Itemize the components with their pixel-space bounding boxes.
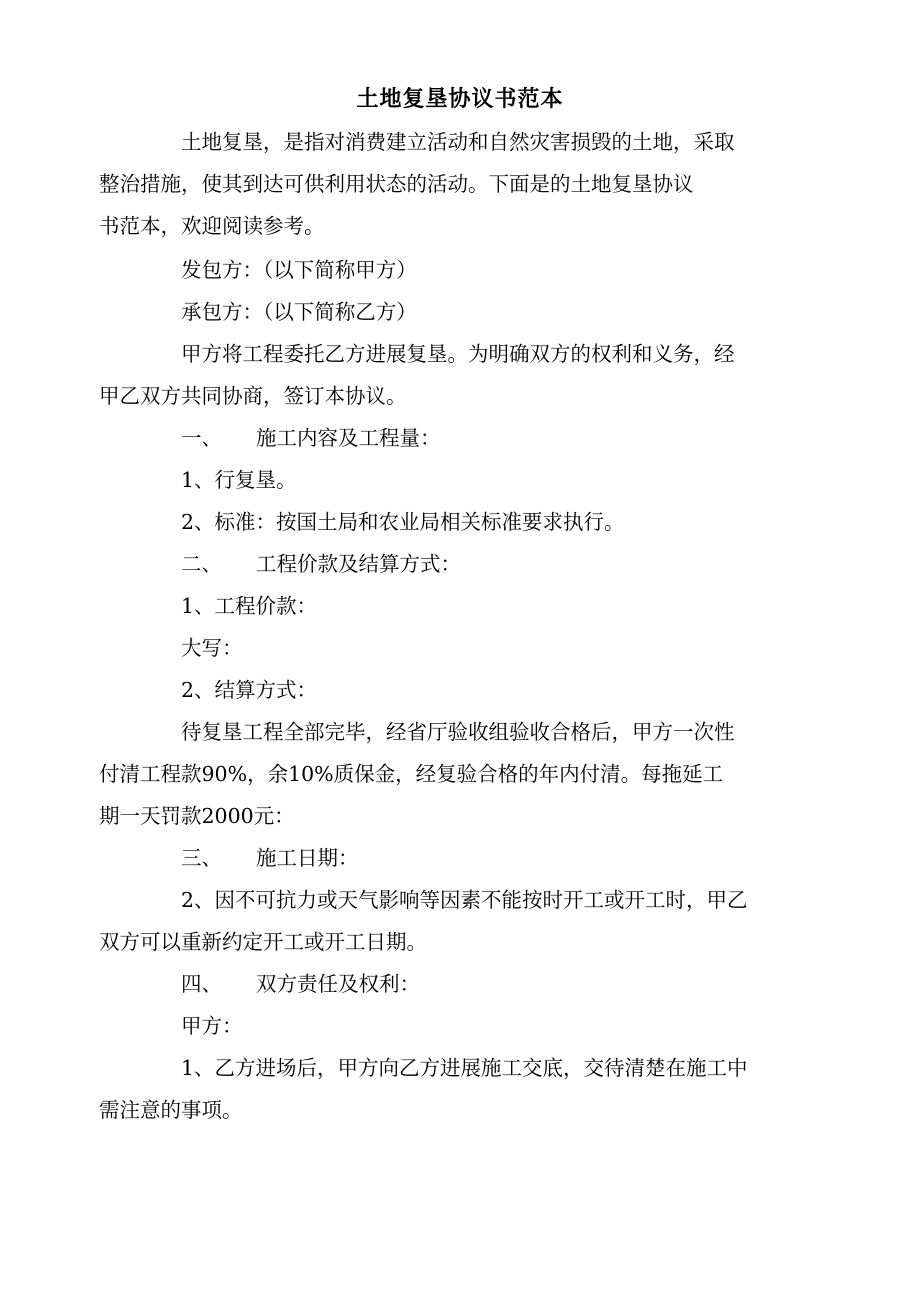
section-3-item-2-line-2: 双方可以重新约定开工或开工日期。	[99, 930, 427, 954]
section-2-number: 二、	[181, 552, 222, 576]
section-3-title: 施工日期：	[256, 846, 359, 870]
purpose-paragraph	[99, 333, 780, 417]
section-1-number: 一、	[181, 426, 222, 450]
section-3-item-2-line-1: 2、因不可抗力或天气影响等因素不能按时开工或开工时，甲乙	[181, 888, 748, 912]
intro-line-3: 书范本，欢迎阅读参考。	[99, 214, 325, 238]
section-1-title: 施工内容及工程量：	[256, 426, 441, 450]
document-title: 土地复垦协议书范本	[356, 86, 564, 112]
section-2-title: 工程价款及结算方式：	[256, 552, 461, 576]
intro-line-1: 土地复垦，是指对消费建立活动和自然灾害损毁的土地，采取	[181, 130, 735, 154]
section-4-number: 四、	[181, 972, 222, 996]
section-3-number: 三、	[181, 846, 222, 870]
section-1-item-2: 2、标准：按国土局和农业局相关标准要求执行。	[181, 510, 625, 534]
section-2-daxie: 大写：	[181, 636, 243, 660]
settlement-paragraph	[99, 711, 780, 837]
section-2-heading	[181, 543, 461, 585]
purpose-line-2: 甲乙双方共同协商，签订本协议。	[99, 384, 407, 408]
intro-paragraph	[99, 121, 780, 247]
settlement-line-3: 期一天罚款2000元：	[99, 804, 295, 828]
section-4-item-1-line-2: 需注意的事项。	[99, 1098, 243, 1122]
section-4-party-a: 甲方：	[181, 1014, 243, 1038]
section-4-heading	[181, 963, 420, 1005]
section-1-item-1: 1、行复垦。	[181, 468, 297, 492]
settlement-line-1: 待复垦工程全部完毕，经省厅验收组验收合格后，甲方一次性	[181, 720, 735, 744]
section-3-item-2	[99, 879, 780, 963]
section-3-heading	[181, 837, 359, 879]
party-b-line: 承包方：（以下简称乙方）	[181, 300, 417, 324]
section-4-item-1	[99, 1047, 780, 1131]
section-2-item-2: 2、结算方式：	[181, 678, 318, 702]
section-4-title: 双方责任及权利：	[256, 972, 420, 996]
section-4-item-1-line-1: 1、乙方进场后，甲方向乙方进展施工交底，交待清楚在施工中	[181, 1056, 748, 1080]
section-2-item-1: 1、工程价款：	[181, 594, 318, 618]
purpose-line-1: 甲方将工程委托乙方进展复垦。为明确双方的权利和义务，经	[181, 342, 735, 366]
intro-line-2: 整治措施，使其到达可供利用状态的活动。下面是的土地复垦协议	[99, 172, 694, 196]
party-a-line: 发包方：（以下简称甲方）	[181, 258, 417, 282]
settlement-line-2: 付清工程款90%，余10%质保金，经复验合格的年内付清。每拖延工	[99, 762, 724, 786]
section-1-heading	[181, 417, 441, 459]
